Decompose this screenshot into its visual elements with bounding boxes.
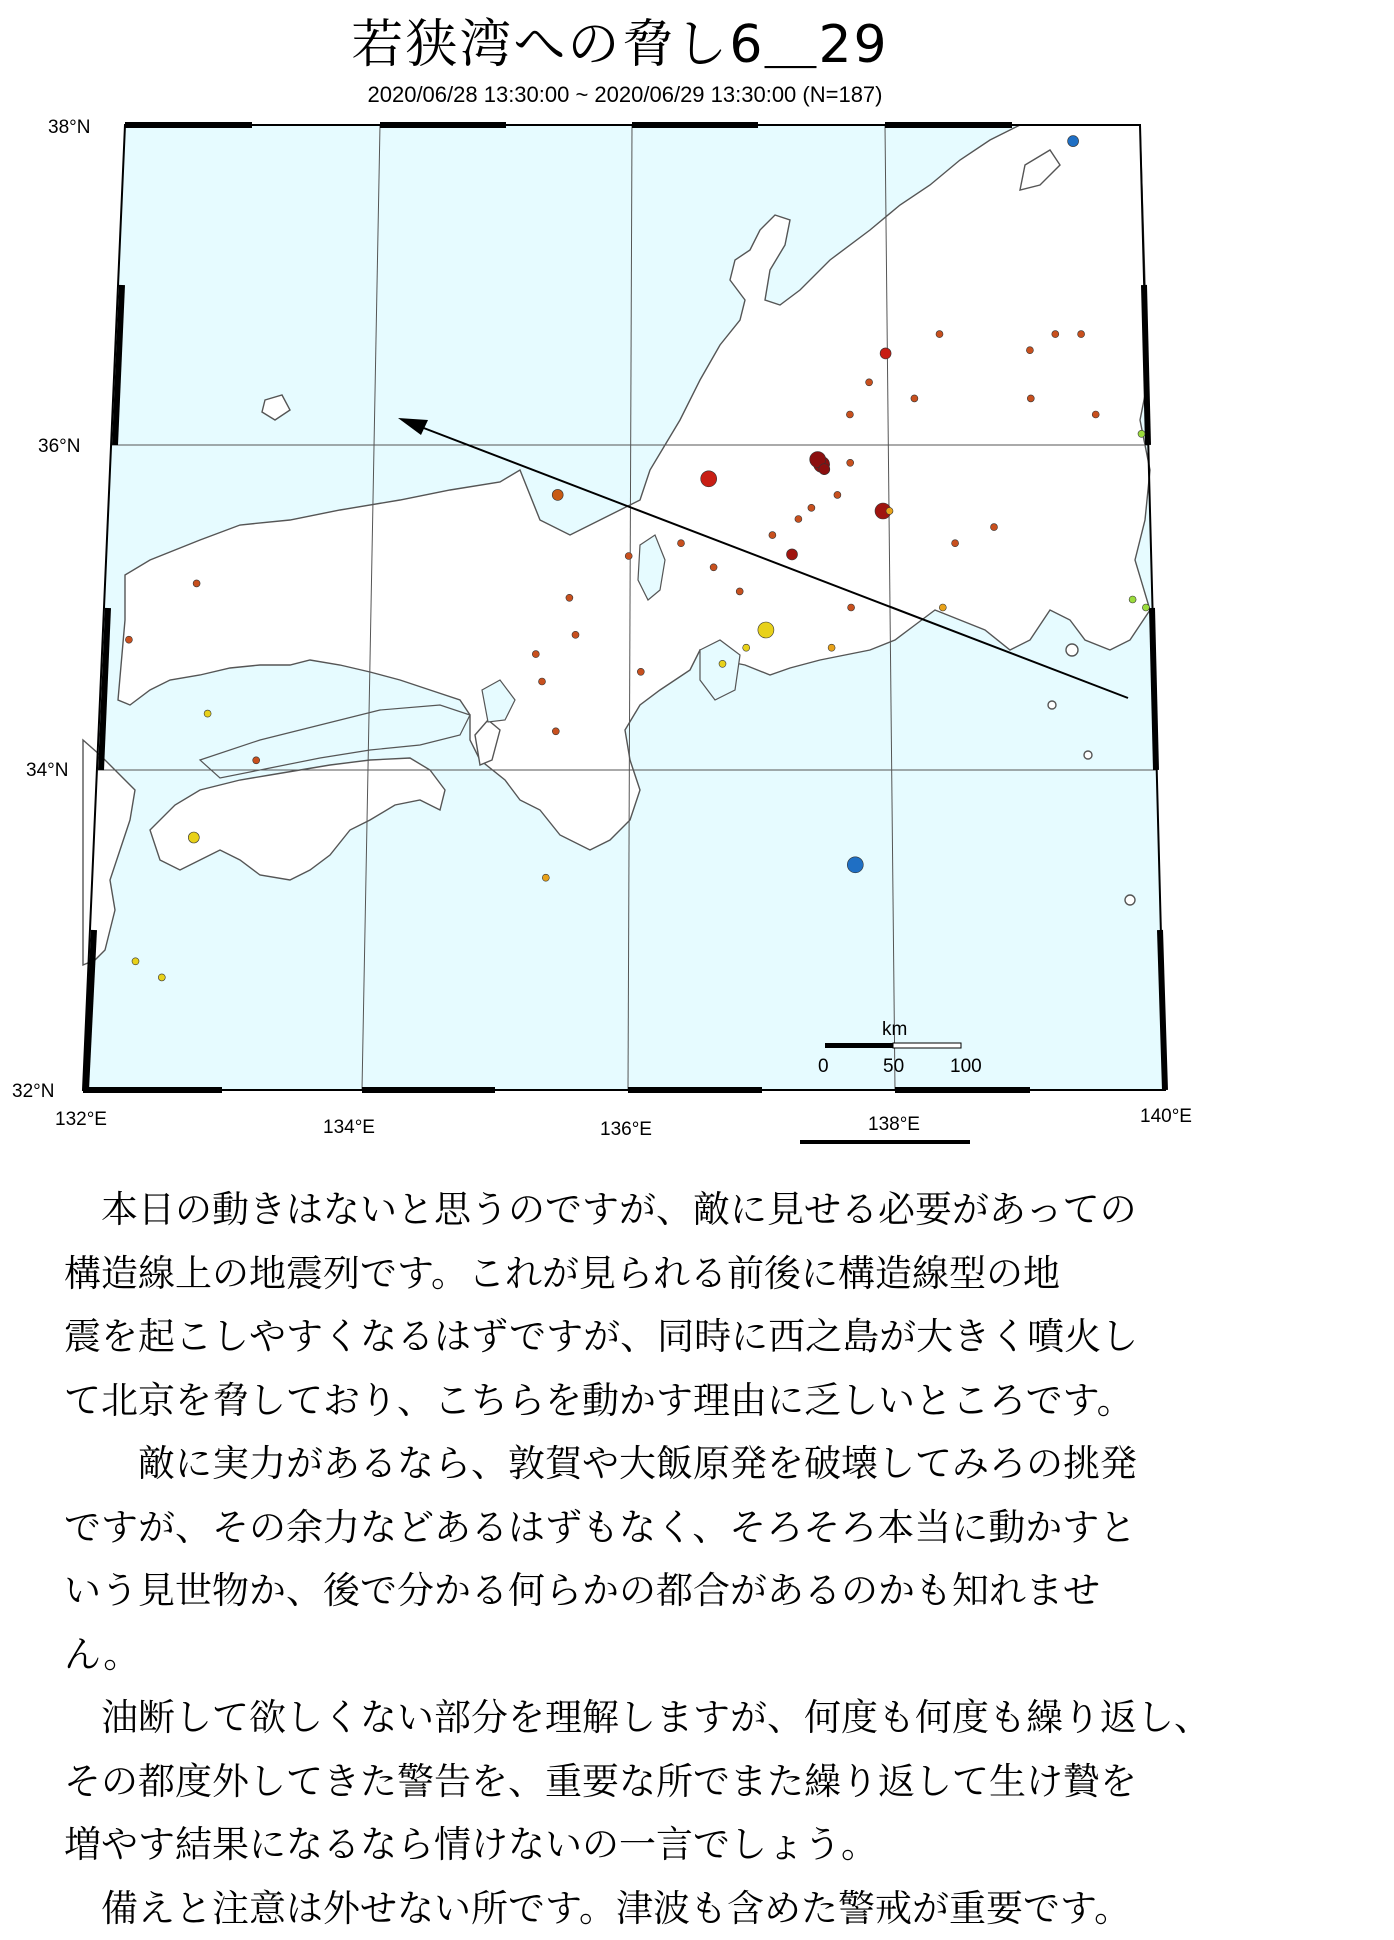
lon-label-138: 138°E [868, 1114, 920, 1135]
earthquake-marker [991, 524, 998, 531]
earthquake-marker [532, 651, 539, 658]
commentary-line: ん。 [64, 1623, 1304, 1687]
earthquake-marker [566, 594, 573, 601]
earthquake-marker [795, 516, 802, 523]
lon-label-134: 134°E [323, 1117, 375, 1138]
earthquake-marker [1129, 596, 1136, 603]
izu-island [1048, 701, 1056, 709]
lon-label-140: 140°E [1140, 1106, 1192, 1127]
earthquake-marker [572, 631, 579, 638]
earthquake-marker [1078, 331, 1085, 338]
commentary-line: 敵に実力があるなら、敦賀や大飯原発を破壊してみろの挑発 [64, 1432, 1304, 1496]
earthquake-marker [736, 588, 743, 595]
seismicity-map [0, 100, 1394, 1160]
commentary-line: て北京を脅しており、こちらを動かす理由に乏しいところです。 [64, 1369, 1304, 1433]
earthquake-marker [204, 710, 211, 717]
earthquake-marker [866, 379, 873, 386]
earthquake-marker [828, 644, 835, 651]
earthquake-marker [552, 489, 563, 500]
earthquake-marker [542, 874, 549, 881]
earthquake-marker [1092, 411, 1099, 418]
earthquake-marker [886, 508, 893, 515]
earthquake-marker [819, 464, 830, 475]
earthquake-marker [539, 678, 546, 685]
izu-island [1084, 751, 1092, 759]
earthquake-marker [1026, 347, 1033, 354]
earthquake-marker [253, 757, 260, 764]
earthquake-marker [758, 622, 774, 638]
earthquake-marker [1052, 331, 1059, 338]
commentary-line: 増やす結果になるなら情けないの一言でしょう。 [64, 1813, 1304, 1877]
earthquake-marker [637, 668, 644, 675]
earthquake-marker [125, 636, 132, 643]
earthquake-marker [1142, 604, 1149, 611]
earthquake-marker [936, 331, 943, 338]
scale-unit-label: km [882, 1019, 907, 1040]
commentary-line: いう見世物か、後で分かる何らかの都合があるのかも知れませ [64, 1559, 1304, 1623]
time-range-subtitle: 2020/06/28 13:30:00 ~ 2020/06/29 13:30:00 (N=187) [0, 82, 1250, 108]
earthquake-marker [911, 395, 918, 402]
earthquake-marker [834, 491, 841, 498]
earthquake-marker [787, 549, 798, 560]
earthquake-marker [678, 540, 685, 547]
earthquake-marker [552, 728, 559, 735]
earthquake-marker [769, 532, 776, 539]
earthquake-marker [848, 604, 855, 611]
earthquake-marker [701, 471, 717, 487]
commentary-line: その都度外してきた警告を、重要な所でまた繰り返して生け贄を [64, 1750, 1304, 1814]
earthquake-marker [939, 604, 946, 611]
commentary-line: ですが、その余力などあるはずもなく、そろそろ本当に動かすと [64, 1496, 1304, 1560]
lon-label-132: 132°E [55, 1109, 107, 1130]
earthquake-marker [1068, 136, 1079, 147]
earthquake-marker [710, 564, 717, 571]
scale-tick-0: 0 [818, 1056, 829, 1077]
earthquake-marker [847, 459, 854, 466]
earthquake-marker [625, 553, 632, 560]
scale-tick-50: 50 [883, 1056, 904, 1077]
lon-label-136: 136°E [600, 1119, 652, 1140]
commentary-text [64, 1178, 1304, 1940]
izu-island [1125, 895, 1135, 905]
earthquake-marker [188, 832, 199, 843]
lat-label-32: 32°N [12, 1081, 54, 1102]
earthquake-marker [847, 857, 863, 873]
earthquake-marker [880, 348, 891, 359]
commentary-line: 備えと注意は外せない所です。津波も含めた警戒が重要です。 [64, 1877, 1304, 1940]
izu-island [1066, 644, 1078, 656]
earthquake-marker [158, 974, 165, 981]
earthquake-marker [952, 540, 959, 547]
lat-label-38: 38°N [48, 117, 90, 138]
earthquake-marker [719, 660, 726, 667]
depth-scale-bar-edge [800, 1140, 970, 1144]
lat-label-36: 36°N [38, 436, 80, 457]
commentary-line: 油断して欲しくない部分を理解しますが、何度も何度も繰り返し、 [64, 1686, 1304, 1750]
lat-label-34: 34°N [26, 760, 68, 781]
earthquake-marker [132, 958, 139, 965]
earthquake-marker [808, 504, 815, 511]
commentary-line: 本日の動きはないと思うのですが、敵に見せる必要があっての [64, 1178, 1304, 1242]
scale-tick-100: 100 [950, 1056, 982, 1077]
commentary-line: 震を起こしやすくなるはずですが、同時に西之島が大きく噴火し [64, 1305, 1304, 1369]
earthquake-marker [846, 411, 853, 418]
earthquake-marker [1027, 395, 1034, 402]
earthquake-marker [1138, 430, 1145, 437]
page-title: 若狭湾への脅し6＿29 [0, 2, 1240, 77]
commentary-line: 構造線上の地震列です。これが見られる前後に構造線型の地 [64, 1242, 1304, 1306]
earthquake-marker [193, 580, 200, 587]
earthquake-marker [743, 644, 750, 651]
